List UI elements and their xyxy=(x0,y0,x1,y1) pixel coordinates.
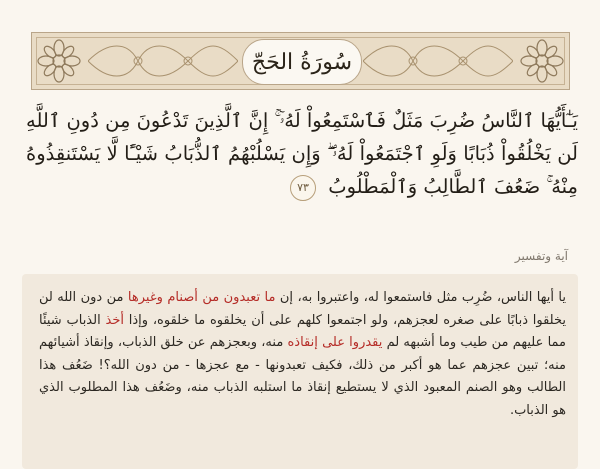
arabesque-pattern xyxy=(363,39,513,83)
verse-text[interactable] xyxy=(26,104,578,203)
tafsir-segment: منه، وبعجزهم عن خلق الذباب، وإنقاذ أشيائهم منه؛ تبين عجزهم عما هو أكبر من ذلك، فكيف تعبدونها - مع عجزها - من دون الله؟! ضَعُف هذا الطالب وهو الصنم المعبود الذي لا يستطيع إنقاذ ما استلبه الذباب منه، وضَعُف هذا المطلوب الذي هو الذباب. xyxy=(39,335,566,418)
tafsir-highlight[interactable]: أخذ xyxy=(105,312,124,328)
surah-header-banner xyxy=(31,32,570,90)
floral-ornament-icon xyxy=(517,36,567,86)
verse-body: يَـٰٓأَيُّهَا ٱلنَّاسُ ضُرِبَ مَثَلٌ فَٱسْتَمِعُواْ لَهُۥٓ ۚ إِنَّ ٱلَّذِينَ تَدْعُونَ مِن دُونِ ٱللَّهِ لَن يَخْلُقُواْ ذُبَابًا وَلَوِ ٱجْتَمَعُواْ لَهُۥ ۖ وَإِن يَسْلُبْهُمُ ٱلذُّبَابُ شَيْـًٔا لَّا يَسْتَنقِذُوهُ مِنْهُ ۚ ضَعُفَ ٱلطَّالِبُ وَٱلْمَطْلُوبُ xyxy=(26,109,578,198)
floral-ornament-icon xyxy=(34,36,84,86)
tafsir-text xyxy=(39,287,566,423)
surah-title: سُورَةُ الحَجّ xyxy=(251,49,353,75)
tafsir-segment: الذباب شيئًا مما عليهم من طيب وما أشبهه لم xyxy=(39,312,567,351)
tafsir-segment: يا أيها الناس، ضُرِب مثل فاستمعوا له، واعتبروا به، إن xyxy=(275,290,566,305)
tafsir-tab-label[interactable]: آية وتفسير xyxy=(514,249,568,263)
surah-title-cartouche xyxy=(242,39,362,85)
tafsir-highlight[interactable]: ما تعبدون من أصنام وغيرها xyxy=(127,290,276,305)
arabesque-pattern xyxy=(88,39,238,83)
tafsir-highlight[interactable]: يقدروا على إنقاذه xyxy=(287,335,383,351)
tafsir-segment: من دون الله لن يخلقوا ذبابًا على صغره لعجزهم، ولو اجتمعوا كلهم على أن يخلقوه ما خلقوه، وإذا xyxy=(39,290,566,328)
ayah-number-marker[interactable]: ٧٣ xyxy=(290,175,316,201)
